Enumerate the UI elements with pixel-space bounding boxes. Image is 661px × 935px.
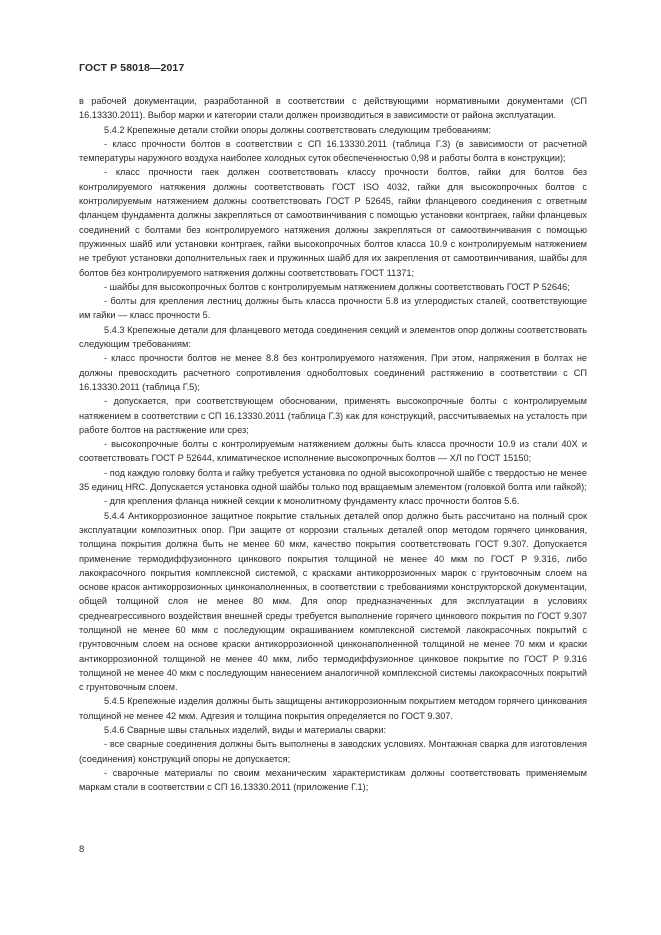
paragraph: 5.4.4 Антикоррозионное защитное покрытие стальных деталей опор должно быть рассчитано на полный срок эксплуатации композитных опор. При защите от коррозии стальных деталей опор методом горячего цинкования, толщина покрытия должна быть не менее 60 мкм, качество покрытия соответствовать ГОСТ 9.307. Допускается применение термодиффузионного цинкового покрытия толщиной не менее 40 мкм по ГОСТ Р 9.316, либо лакокрасочного покрытия комплексной системой, с красками антикоррозионных марок с грунтовочным слоем на основе красок антикоррозионных цинконаполненных, в соответствии с требованиями конструкторской документации, общей толщиной слоя не менее 80 мкм. Для опор предназначенных для эксплуатации в условиях среднеагрессивного воздействия внешней среды требуется выполнение горячего цинкового покрытия по ГОСТ 9.307 толщиной не менее 60 мкм с последующим окрашиванием комплексной системой лакокрасочных покрытий с грунтовочным слоем на основе краски антикоррозионной цинконаполненной толщиной не менее 70 мкм и краски антикоррозионной толщиной не менее 40 мкм, либо термодиффузионное цинковое покрытие по ГОСТ Р 9.316 толщиной не менее 40 мкм с последующим нанесением аналогичной комплексной системы лакокрасочных покрытий с грунтовочным слоем. [79, 510, 587, 693]
paragraph: в рабочей документации, разработанной в соответствии с действующими нормативными документами (СП 16.13330.2011). Выбор марки и категории стали должен производиться в зависимости от района эксплуатации. [79, 96, 587, 121]
paragraph: - допускается, при соответствующем обосновании, применять высокопрочные болты с контролируемым натяжением в соответствии с СП 16.13330.2011 (таблица Г.3) как для конструкций, рассчитываемых на усталость при работе болтов на растяжение или срез; [79, 396, 587, 435]
paragraph: - класс прочности болтов в соответствии с СП 16.13330.2011 (таблица Г.3) (в зависимости от расчетной температуры наружного воздуха наиболее холодных суток обеспеченностью 0,98 и работы болта в конструкции); [79, 138, 587, 164]
paragraph: - для крепления фланца нижней секции к монолитному фундаменту класс прочности болтов 5.6. [104, 496, 520, 507]
document-body [79, 94, 587, 795]
paragraph: - сварочные материалы по своим механическим характеристикам должны соответствовать применяемым маркам стали в соответствии с СП 16.13330.2011 (приложение Г.1); [79, 767, 587, 793]
document-header: ГОСТ Р 58018—2017 [79, 62, 185, 74]
paragraph: - класс прочности гаек должен соответствовать классу прочности болтов, гайки для болтов без контролируемого натяжения должны соответствовать ГОСТ ISO 4032, гайки для высокопрочных болтов с контролируемым натяжением должны соответствовать ГОСТ Р 52645, гайки фланцевого соединения с ответным фланцем фундамента должны закрепляться от самоотвинчивания с помощью установки контргаек, гайки фланцевых соединений с болтами без контролируемого натяжения должны закрепляться от самоотвинчивания с помощью пружинных шайб или установки контргаек, гайки высокопрочных болтов класса 10.9 с контролируемым натяжением не требуют установки дополнительных гаек и пружинных шайб для их закрепления от самоотвинчивания, шайбы для болтов без контролируемого натяжения должны соответствовать ГОСТ 11371; [79, 167, 587, 278]
paragraph: 5.4.6 Сварные швы стальных изделий, виды и материалы сварки: [104, 725, 386, 736]
paragraph: - под каждую головку болта и гайку требуется установка по одной высокопрочной шайбе с твердостью не менее 35 единиц HRC. Допускается установка одной шайбы только под вращаемым элементом (головкой болта или гайкой); [79, 467, 587, 493]
paragraph: - все сварные соединения должны быть выполнены в заводских условиях. Монтажная сварка для изготовления (соединения) конструкций опоры не допускается; [79, 739, 587, 764]
paragraph: 5.4.2 Крепежные детали стойки опоры должны соответствовать следующим требованиям: [104, 124, 491, 135]
paragraph: - высокопрочные болты с контролируемым натяжением должны быть класса прочности 10.9 из стали 40Х и соответствовать ГОСТ Р 52644, климатическое исполнение высокопрочных болтов — ХЛ по ГОСТ 15150; [79, 439, 587, 464]
paragraph: 5.4.5 Крепежные изделия должны быть защищены антикоррозионным покрытием методом горячего цинкования толщиной не менее 42 мкм. Адгезия и толщина покрытия определяется по ГОСТ 9.307. [79, 696, 587, 721]
paragraph: - класс прочности болтов не менее 8.8 без контролируемого натяжения. При этом, напряжения в болтах не должны превосходить расчетного сопротивления одноболтовых соединений растяжению в соответствии с СП 16.13330.2011 (таблица Г.5); [79, 353, 587, 392]
page-number: 8 [79, 844, 85, 855]
paragraph: - шайбы для высокопрочных болтов с контролируемым натяжением должны соответствовать ГОСТ Р 52646; [104, 281, 570, 292]
paragraph: - болты для крепления лестниц должны быть класса прочности 5.8 из углеродистых сталей, соответствующие им гайки — класс прочности 5. [79, 296, 587, 321]
paragraph: 5.4.3 Крепежные детали для фланцевого метода соединения секций и элементов опор должны соответствовать следующим требованиям: [79, 324, 587, 350]
